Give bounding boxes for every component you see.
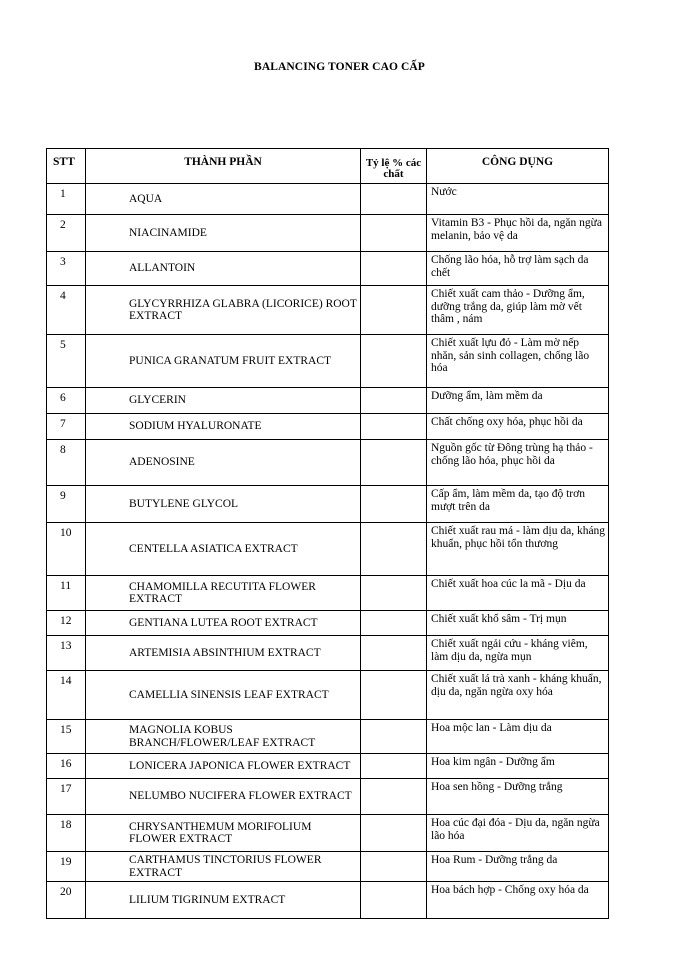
row-ratio [361,636,427,671]
row-usage: Vitamin B3 - Phục hồi da, ngăn ngừa melanin, bảo vệ da [427,215,609,252]
row-ratio [361,486,427,523]
row-stt: 11 [47,576,86,611]
row-ratio [361,754,427,779]
row-usage: Hoa kim ngân - Dưỡng ẩm [427,754,609,779]
table-row [47,636,609,671]
row-usage: Cấp ẩm, làm mềm da, tạo độ trơn mượt trên da [427,486,609,523]
row-usage: Chiết xuất hoa cúc la mã - Dịu da [427,576,609,611]
table-row [47,611,609,636]
row-ingredient-name: CHRYSANTHEMUM MORIFOLIUM FLOWER EXTRACT [86,815,361,852]
row-stt: 7 [47,414,86,440]
row-ratio [361,779,427,815]
row-ratio [361,252,427,286]
document-title: BALANCING TONER CAO CẤP [254,61,425,73]
row-ingredient-name: SODIUM HYALURONATE [86,414,361,440]
row-stt: 2 [47,215,86,252]
row-ratio [361,523,427,576]
row-stt: 20 [47,882,86,919]
row-ingredient-name: CARTHAMUS TINCTORIUS FLOWER EXTRACT [86,852,361,882]
row-stt: 15 [47,720,86,754]
row-stt: 19 [47,852,86,882]
row-stt: 17 [47,779,86,815]
table-row [47,215,609,252]
table-row [47,671,609,720]
row-stt: 3 [47,252,86,286]
row-ingredient-name: LILIUM TIGRINUM EXTRACT [86,882,361,919]
table-row [47,779,609,815]
row-ratio [361,286,427,335]
table-row [47,754,609,779]
row-ingredient-name: NIACINAMIDE [86,215,361,252]
row-usage: Chiết xuất lựu đỏ - Làm mờ nếp nhăn, sản sinh collagen, chống lão hóa [427,335,609,388]
row-ratio [361,215,427,252]
row-ingredient-name: CAMELLIA SINENSIS LEAF EXTRACT [86,671,361,720]
header-usage: CÔNG DỤNG [427,149,609,184]
header-ingredient: THÀNH PHẦN [86,149,361,184]
table-row [47,440,609,486]
row-ratio [361,414,427,440]
row-ingredient-name: ARTEMISIA ABSINTHIUM EXTRACT [86,636,361,671]
row-usage: Hoa sen hồng - Dưỡng trắng [427,779,609,815]
header-stt: STT [47,149,86,184]
row-stt: 9 [47,486,86,523]
row-ingredient-name: CHAMOMILLA RECUTITA FLOWER EXTRACT [86,576,361,611]
row-stt: 5 [47,335,86,388]
row-usage: Chống lão hóa, hỗ trợ làm sạch da chết [427,252,609,286]
row-stt: 10 [47,523,86,576]
row-ingredient-name: ADENOSINE [86,440,361,486]
row-ratio [361,815,427,852]
row-usage: Chiết xuất ngải cứu - kháng viêm, làm dịu da, ngừa mụn [427,636,609,671]
row-ingredient-name: ALLANTOIN [86,252,361,286]
row-ratio [361,671,427,720]
row-ratio [361,576,427,611]
row-stt: 4 [47,286,86,335]
row-stt: 1 [47,184,86,215]
row-usage: Chất chống oxy hóa, phục hồi da [427,414,609,440]
row-usage: Chiết xuất khổ sâm - Trị mụn [427,611,609,636]
row-usage: Chiết xuất rau má - làm dịu da, kháng khuẩn, phục hồi tổn thương [427,523,609,576]
row-usage: Hoa mộc lan - Làm dịu da [427,720,609,754]
row-usage: Hoa Rum - Dưỡng trắng da [427,852,609,882]
row-ingredient-name: LONICERA JAPONICA FLOWER EXTRACT [86,754,361,779]
row-ingredient-name: AQUA [86,184,361,215]
table-row [47,720,609,754]
row-ingredient-name: GENTIANA LUTEA ROOT EXTRACT [86,611,361,636]
table-row [47,523,609,576]
row-ingredient-name: CENTELLA ASIATICA EXTRACT [86,523,361,576]
table-row [47,815,609,852]
row-usage: Hoa cúc đại đóa - Dịu da, ngăn ngừa lão hóa [427,815,609,852]
row-usage: Chiết xuất lá trà xanh - kháng khuẩn, dịu da, ngăn ngừa oxy hóa [427,671,609,720]
row-usage: Chiết xuất cam thảo - Dưỡng ẩm, dưỡng trắng da, giúp làm mờ vết thâm , nám [427,286,609,335]
row-stt: 6 [47,388,86,414]
row-ratio [361,184,427,215]
row-ratio [361,852,427,882]
row-ingredient-name: BUTYLENE GLYCOL [86,486,361,523]
row-ingredient-name: GLYCYRRHIZA GLABRA (LICORICE) ROOT EXTRACT [86,286,361,335]
row-ratio [361,335,427,388]
row-usage: Nguồn gốc từ Đông trùng hạ thảo - chống lão hóa, phục hồi da [427,440,609,486]
row-stt: 12 [47,611,86,636]
row-ingredient-name: GLYCERIN [86,388,361,414]
row-ratio [361,882,427,919]
table-header-row [47,149,609,184]
table-row [47,414,609,440]
row-ingredient-name: NELUMBO NUCIFERA FLOWER EXTRACT [86,779,361,815]
row-ingredient-name: MAGNOLIA KOBUS BRANCH/FLOWER/LEAF EXTRACT [86,720,361,754]
row-usage: Hoa bách hợp - Chống oxy hóa da [427,882,609,919]
table-row [47,252,609,286]
row-ratio [361,388,427,414]
table-row [47,486,609,523]
row-stt: 13 [47,636,86,671]
row-stt: 16 [47,754,86,779]
header-ratio: Tỷ lệ % các chất [361,149,427,184]
row-usage: Nước [427,184,609,215]
row-ratio [361,440,427,486]
table-row [47,184,609,215]
row-stt: 18 [47,815,86,852]
row-usage: Dưỡng ẩm, làm mềm da [427,388,609,414]
row-ratio [361,611,427,636]
row-stt: 14 [47,671,86,720]
table-row [47,852,609,882]
row-ratio [361,720,427,754]
table-row [47,882,609,919]
table-row [47,576,609,611]
row-ingredient-name: PUNICA GRANATUM FRUIT EXTRACT [86,335,361,388]
table-row [47,286,609,335]
table-row [47,388,609,414]
table-row [47,335,609,388]
ingredients-table [46,148,609,919]
row-stt: 8 [47,440,86,486]
